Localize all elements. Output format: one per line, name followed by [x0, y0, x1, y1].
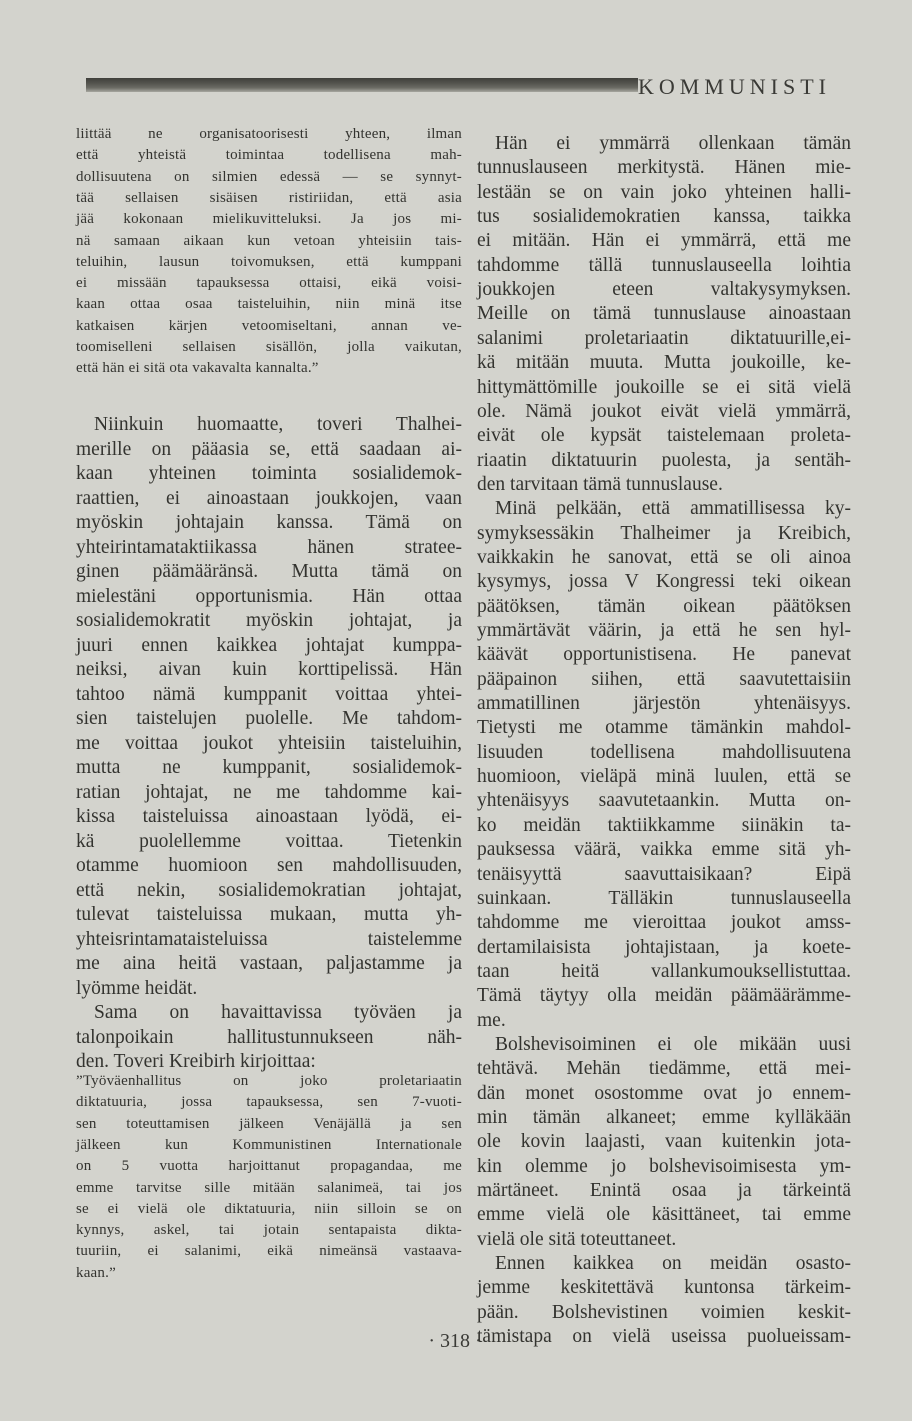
- text-line: mutta ne kumppanit, sosialidemok-: [76, 757, 462, 778]
- text-line: Ennen kaikkea on meidän osasto-: [495, 1253, 851, 1275]
- text-line: ”Työväenhallitus on joko proletariaatin: [76, 1073, 462, 1089]
- text-line: ko meidän taktiikkamme siinäkin ta-: [477, 814, 851, 836]
- text-line: ammatillinen järjestön yhtenäisyys.: [477, 693, 851, 715]
- text-line: dollisuutena on silmien edessä — se synnyt-: [76, 168, 462, 185]
- text-line: vaikkakin he sanovat, että se oli ainoa: [477, 546, 851, 568]
- text-line: nä samaan aikaan kun vetoan yhteisiin tais-: [76, 232, 462, 249]
- text-line: me voittaa joukot yhteisiin taisteluihin,: [76, 732, 462, 754]
- text-line: merille on pääasia se, että saadaan ai-: [76, 438, 462, 460]
- text-line: ratian johtajat, ne me tahdomme kai-: [76, 781, 462, 803]
- text-line: lyömme heidät.: [76, 977, 198, 999]
- page-number: · 318 ·: [428, 1330, 482, 1352]
- text-line: juuri ennen kaikkea johtajat kumppa-: [76, 634, 462, 656]
- text-line: me aina heitä vastaan, paljastamme ja: [76, 953, 462, 974]
- text-line: ginen päämääränsä. Mutta tämä on: [76, 561, 462, 582]
- text-line: emme vielä ole käsittäneet, tai emme: [477, 1204, 851, 1226]
- text-line: Sama on havaittavissa työväen ja: [94, 1002, 462, 1023]
- text-line: sosialidemokratit myöskin johtajat, ja: [76, 610, 462, 631]
- text-line: katkaisen kärjen vetoomiseltani, annan ve-: [76, 317, 462, 334]
- text-line: jää kokonaan mielikuvitteluksi. Ja jos mi-: [76, 211, 462, 228]
- text-line: dertamilaisista johtajistaan, ja koete-: [477, 936, 851, 958]
- text-line: kin olemme jo bolshevisoimisesta ym-: [477, 1155, 851, 1177]
- text-line: Tämä täytyy olla meidän päämäärämme-: [477, 985, 851, 1007]
- text-line: ei mitään. Hän ei ymmärrä, että me: [477, 230, 851, 252]
- text-line: kysymys, jossa V Kongressi teki oikean: [477, 571, 851, 593]
- text-line: huomioon, vieläpä minä luulen, että se: [477, 766, 851, 788]
- text-line: on 5 vuotta harjoittanut propagandaa, me: [76, 1158, 462, 1175]
- text-line: tää sellaisen sisäisen ristiriidan, että asia: [76, 189, 462, 206]
- text-line: symyksessäkin Thalheimer ja Kreibich,: [477, 522, 851, 544]
- text-line: sien taistelujen puolelle. Me tahdom-: [76, 708, 462, 729]
- text-line: pauksessa väärä, vaikka emme sitä yh-: [477, 839, 851, 861]
- text-line: kissa taisteluissa ainoastaan lyödä, ei-: [76, 806, 462, 827]
- journal-title: KOMMUNISTI: [638, 74, 831, 99]
- text-line: joukkojen eteen valtakysymyksen.: [477, 279, 851, 301]
- text-line: tämistapa on vielä useissa puolueissam-: [477, 1326, 851, 1348]
- text-line: tahtoo nämä kumppanit voittaa yhtei-: [76, 683, 462, 705]
- text-line: tuuriin, ei salanimi, eikä nimeänsä vastaava-: [76, 1243, 462, 1260]
- text-line: kä mitään muuta. Mutta joukoille, ke-: [477, 352, 851, 374]
- text-line: sen toteuttamisen jälkeen Venäjällä ja sen: [76, 1115, 462, 1132]
- text-line: vielä ole sitä toteuttaneet.: [477, 1228, 677, 1250]
- text-line: tulevat taisteluissa mukaan, mutta yh-: [76, 904, 462, 925]
- text-line: otamme huomioon sen mahdollisuuden,: [76, 855, 462, 876]
- text-line: yhteisrintamataisteluissa taistelemme: [76, 928, 462, 950]
- text-line: ei missään tapauksessa ottaisi, eikä voisi-: [76, 275, 462, 292]
- text-line: dän monet osostomme ovat jo ennem-: [477, 1082, 851, 1104]
- text-line: kaan ottaa osaa taisteluihin, niin minä itse: [76, 296, 462, 313]
- text-line: hittymättömille joukoille se ei sitä vielä: [477, 376, 851, 398]
- text-line: tus sosialidemokratien kanssa, taikka: [477, 206, 851, 228]
- text-line: salanimi proletariaatin diktatuurille,ei-: [477, 327, 851, 349]
- text-line: se ei vielä ole diktatuuria, niin silloin se on: [76, 1200, 462, 1217]
- text-line: Meille on tämä tunnuslause ainoastaan: [477, 303, 851, 325]
- text-line: päätöksen, tämän oikean päätöksen: [477, 595, 851, 617]
- text-line: den. Toveri Kreibirh kirjoittaa:: [76, 1051, 316, 1072]
- text-line: Minä pelkään, että ammatillisessa ky-: [495, 498, 851, 520]
- text-line: yhteirintamataktiikassa hänen stratee-: [76, 536, 462, 558]
- text-line: suinkaan. Tälläkin tunnuslauseella: [477, 887, 851, 909]
- text-line: ymmärtävät väärin, ja että he sen hyl-: [477, 620, 851, 641]
- text-line: teluihin, lausun toivomuksen, että kumppani: [76, 253, 462, 270]
- text-line: eivät ole kypsät taistelemaan proleta-: [477, 425, 851, 447]
- text-line: käävät opportunistisena. He panevat: [477, 644, 851, 666]
- text-line: yhtenäisyys saavutetaankin. Mutta on-: [477, 790, 851, 812]
- text-line: mielestäni opportunismia. Hän ottaa: [76, 585, 462, 607]
- text-line: myöskin johtajain kanssa. Tämä on: [76, 512, 462, 533]
- text-line: min tämän alkaneet; emme kylläkään: [477, 1107, 851, 1128]
- text-line: riaatin diktatuurin puolesta, ja sentäh-: [477, 449, 851, 471]
- text-line: märtäneet. Enintä osaa ja tärkeintä: [477, 1180, 851, 1202]
- text-line: raattien, ei ainoastaan joukkojen, vaan: [76, 487, 462, 509]
- text-line: liittää ne organisatoorisesti yhteen, ilman: [76, 126, 462, 142]
- text-line: kä puolellemme voittaa. Tietenkin: [76, 830, 462, 852]
- text-line: tunnuslauseen merkitystä. Hänen mie-: [477, 157, 851, 179]
- text-line: neiksi, aivan kuin korttipelissä. Hän: [76, 659, 462, 680]
- text-line: Hän ei ymmärrä ollenkaan tämän: [495, 133, 851, 154]
- text-line: den tarvitaan tämä tunnuslause.: [477, 473, 723, 495]
- text-line: ole kovin laajasti, vaan kuitenkin jota-: [477, 1131, 851, 1153]
- text-line: diktatuuria, jossa tapauksessa, sen 7-vuoti-: [76, 1094, 462, 1111]
- text-line: tehtävä. Mehän tiedämme, että mei-: [477, 1058, 851, 1080]
- text-line: Tietysti me otamme tämänkin mahdol-: [477, 717, 851, 739]
- text-line: tenäisyyttä saavuttaisikaan? Eipä: [477, 863, 851, 885]
- text-line: että yhteistä toimintaa todellisena mah-: [76, 147, 462, 164]
- text-line: toomiselleni sellaisen sisällön, jolla vaikutan,: [76, 339, 462, 355]
- text-line: talonpoikain hallitustunnukseen näh-: [76, 1026, 462, 1048]
- text-line: emme tarvitse sille mitään salanimeä, tai jos: [76, 1179, 462, 1196]
- text-line: pääpainon siihen, että saavutettaisiin: [477, 668, 851, 690]
- text-line: lestään se on vain joko yhteinen halli-: [477, 181, 851, 203]
- header-rule: [86, 78, 638, 92]
- text-line: että nekin, sosialidemokratian johtajat,: [76, 879, 462, 901]
- text-line: taan heitä vallankumouksellistuttaa.: [477, 960, 851, 982]
- text-line: kaan yhteinen toiminta sosialidemok-: [76, 463, 462, 484]
- text-line: lisuuden todellisena mahdollisuutena: [477, 741, 851, 763]
- text-line: tahdomme me vieroittaa joukot amss-: [477, 912, 851, 934]
- text-line: että hän ei sitä ota vakavalta kannalta.”: [76, 360, 319, 377]
- text-line: kaan.”: [76, 1264, 116, 1281]
- text-line: jälkeen kun Kommunistinen Internationale: [76, 1136, 462, 1153]
- text-line: tahdomme tällä tunnuslauseella loihtia: [477, 254, 851, 276]
- text-line: Bolshevisoiminen ei ole mikään uusi: [495, 1033, 851, 1055]
- text-line: Niinkuin huomaatte, toveri Thalhei-: [94, 414, 462, 435]
- text-line: kynnys, askel, tai jotain sentapaista dikta-: [76, 1222, 462, 1239]
- text-line: pään. Bolshevistinen voimien keskit-: [477, 1301, 851, 1323]
- text-line: ole. Nämä joukot eivät vielä ymmärrä,: [477, 400, 851, 422]
- text-line: jemme keskitettävä kuntonsa tärkeim-: [477, 1277, 851, 1299]
- text-line: me.: [477, 1009, 506, 1031]
